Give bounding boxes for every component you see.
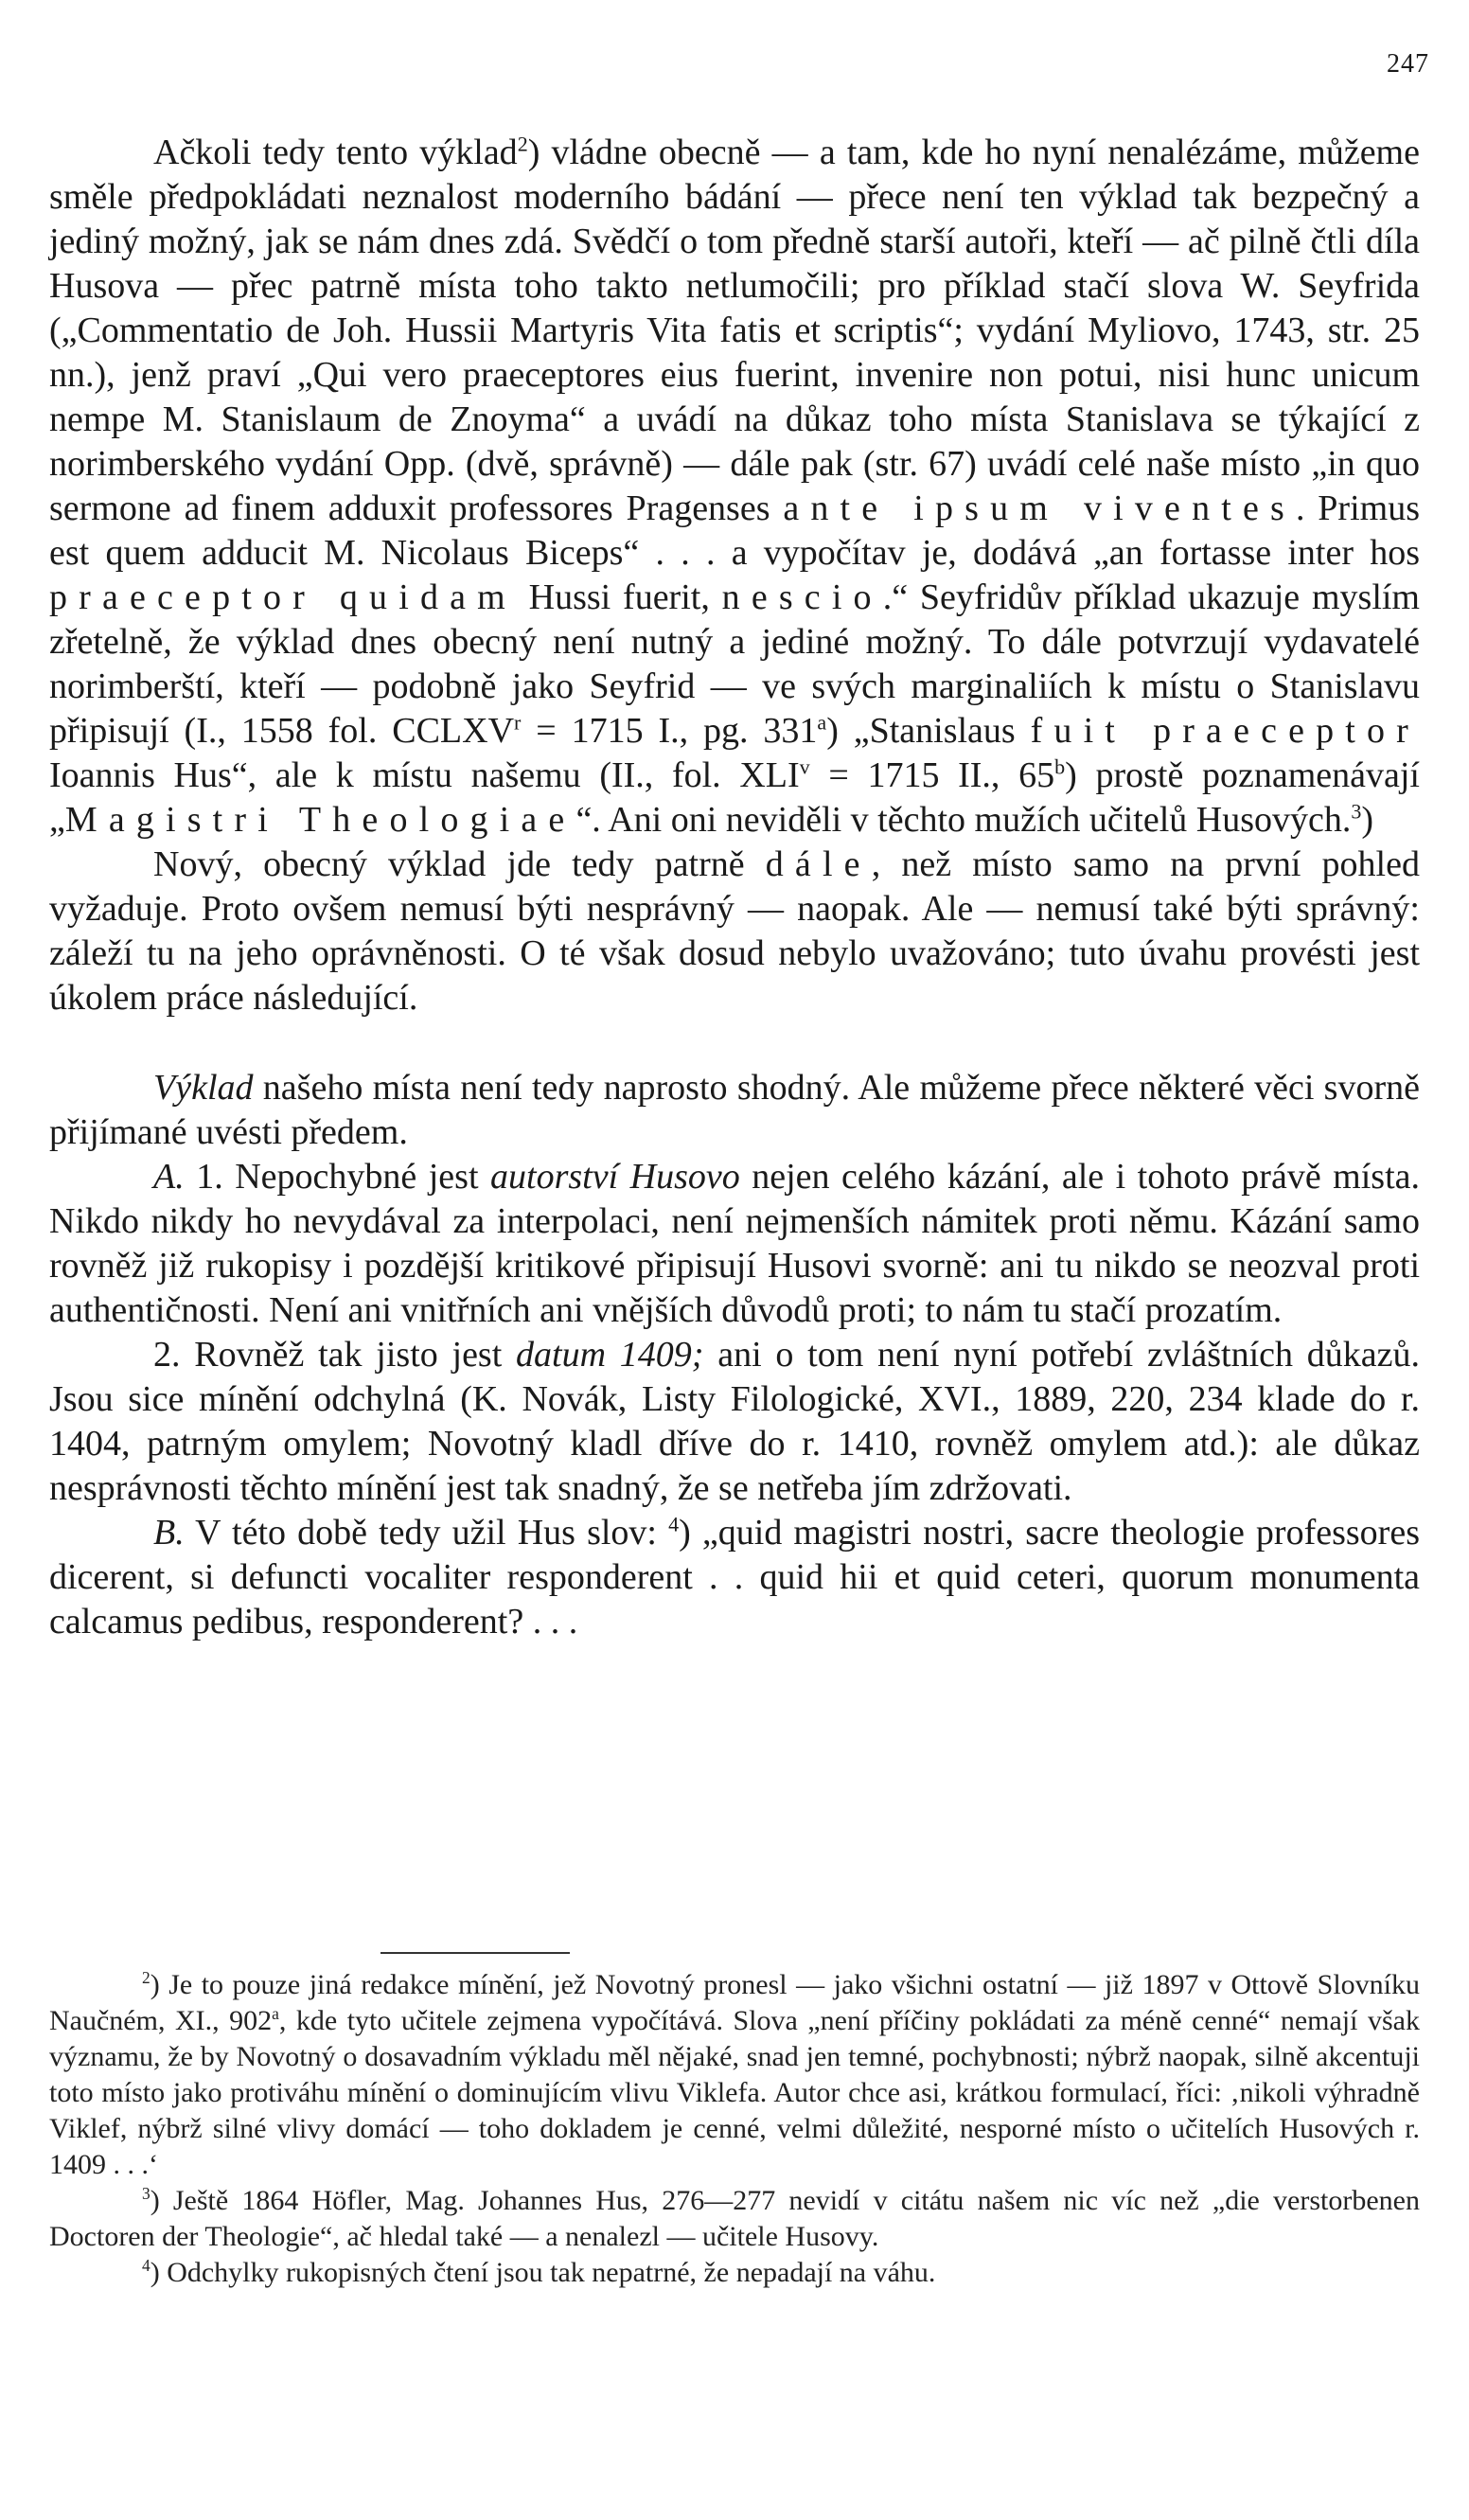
spaced-text: fuit praeceptor (1030, 711, 1420, 751)
page-number: 247 (1387, 49, 1429, 79)
spaced-text: Magistri Theologiae (64, 800, 576, 840)
footnote-ref-3: 3 (1351, 799, 1362, 824)
footnote-ref-4: 4 (668, 1512, 680, 1536)
footnote-divider (381, 1952, 570, 1954)
spaced-text: ante ipsum viventes (783, 488, 1296, 528)
footnotes (49, 1967, 1420, 2291)
footnote-3: $^3$) Ještě 1864 Höfler, Mag. Johannes Hus, 276—277 nevidí v citátu našem nic víc než „die verstorbenen Doctoren der Theologie“, ač hledal také — a nenalezl — učitele Husovy. (49, 2184, 1420, 2252)
paragraph-2: Nový, obecný výklad jde tedy patrně dále, než místo samo na první pohled vyžaduje. Proto ovšem nemusí býti nesprávný — naopak. Ale — nemusí také býti správný: záleží tu na jeho oprávněnosti. O té však dosud nebylo uvažováno; tuto úvahu provésti jest úkolem práce následující. (49, 844, 1420, 1018)
spaced-text: dále (765, 844, 872, 884)
spaced-text: praeceptor quidam (49, 577, 517, 617)
paragraph-3: Výklad našeho místa není tedy naprosto shodný. Ale můžeme přece některé věci svorně přijímané uvésti předem. (49, 1068, 1420, 1152)
main-text (49, 131, 1420, 1644)
section-label: B. (153, 1513, 185, 1553)
paragraph-5: 2. Rovněž tak jisto jest datum 1409; ani o tom není nyní potřebí zvláštních důkazů. Jsou sice mínění odchylná (K. Novák, Listy Filologické, XVI., 1889, 220, 234 klade do r. 1404, patrným omylem; Novotný kladl dříve do r. 1410, rovněž omylem atd.): ale důkaz nesprávnosti těchto mínění jest tak snadný, že se netřeba jím zdržovati. (49, 1335, 1421, 1508)
paragraph-1: Ačkoli tedy tento výklad$^2$) vládne obecně — a tam, kde ho nyní nenalézáme, můžeme směle předpokládati neznalost moderního bádání — přece není ten výklad tak bezpečný a jediný možný, jak se nám dnes zdá. Svědčí o tom předně starší autoři, kteří — ač pilně čtli díla Husova — přec patrně místa toho takto netlumočili; pro příklad stačí slova W. Seyfrida („Commentatio de Joh. Hussii Martyris Vita fatis et scriptis“; vydání Myliovo, 1743, str. 25 nn.), jenž praví „Qui vero praeceptores eius fuerint, invenire non potui, nisi hunc unicum nempe M. Stanislaum de Znoyma“ a uvádí na důkaz toho místa Stanislava se týkající z norimberského vydání Opp. (dvě, správně) — dále pak (str. 67) uvádí celé naše místo „in quo sermone ad finem adduxit professores Pragenses ante ipsum viventes. Primus est quem adducit M. Nicolaus Biceps“ . . . a vypočítav je, dodává „an fortasse inter hos praeceptor quidam Hussi fuerit, nescio.“ Seyfridův příklad ukazuje myslím zřetelně, že výklad dnes obecný není nutný a jediné možný. To dále potvrzují vydavatelé norimberští, kteří — podobně jako Seyfrid — ve svých marginaliích k místu o Stanislavu připisují (I., 1558 fol. $CCLXV^r = 1715$ I., pg. 331$^a$) „Stanislaus fuit praeceptor Ioannis Hus“, ale k místu našemu (II., fol. $XLI^v = 1715$ II., 65$^b$) prostě poznamenávají „Magistri Theologiae“. Ani oni neviděli v těchto mužích učitelů Husových.$^3$) (49, 132, 1420, 840)
paragraph-4: A. 1. Nepochybné jest autorství Husovo nejen celého kázání, ale i tohoto právě místa. Nikdo nikdy ho nevydával za interpolaci, není nejmenších námitek proti němu. Kázání samo rovněž již rukopisy i pozdější kritikové připisují Husovi svorně: ani tu nikdo se neozval proti authentičnosti. Není ani vnitřních ani vnějších důvodů proti; to nám tu stačí prozatím. (49, 1157, 1421, 1330)
section-label: A. (153, 1157, 185, 1197)
footnote-ref-2: 2 (517, 132, 528, 156)
paragraph-6: B. V této době tedy užil Hus slov: $^4$) „quid magistri nostri, sacre theologie professores dicerent, si defuncti vocaliter responderent . . quid hii et quid ceteri, quorum monumenta calcamus pedibus, responderent? . . . (49, 1512, 1420, 1642)
footnote-2: $^2$) Je to pouze jiná redakce mínění, jež Novotný pronesl — jako všichni ostatní — již 1897 v Ottově Slovníku Naučném, XI., 902$^a$, kde tyto učitele zejmena vypočítává. Slova „není příčiny pokládati za méně cenné“ nemají však významu, že by Novotný o dosavadním výkladu měl nějaké, snad jen temné, pochybnosti; nýbrž naopak, silně akcentuji toto místo jako protiváhu mínění o dominujícím vlivu Viklefa. Autor chce asi, krátkou formulací, říci: ‚nikoli výhradně Viklef, nýbrž silné vlivy domácí — toho dokladem je cenné, velmi důležité, nesporné místo o učitelích Husových r. 1409 . . .‘ (49, 1968, 1420, 2180)
spaced-text: nescio (721, 577, 883, 617)
footnote-4: $^4$) Odchylky rukopisných čtení jsou tak nepatrné, že nepadají na váhu. (142, 2256, 936, 2288)
